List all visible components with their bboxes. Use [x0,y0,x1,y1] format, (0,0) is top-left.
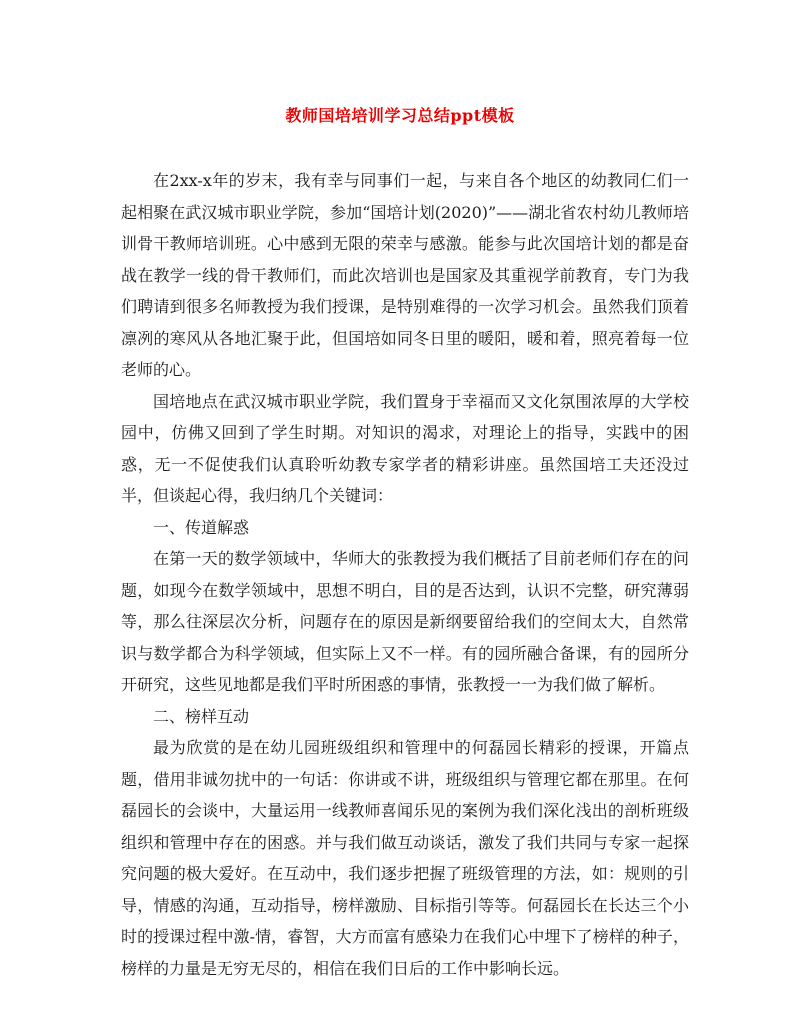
paragraph-section-2: 最为欣赏的是在幼儿园班级组织和管理中的何磊园长精彩的授课，开篇点题，借用非诚勿扰中的一句话：你讲或不讲，班级组织与管理它都在那里。在何磊园长的会谈中，大量运用一线教师喜闻乐见的案例为我们深化浅出的剖析班级组织和管理中存在的困惑。并与我们做互动谈话，激发了我们共同与专家一起探究问题的极大爱好。在互动中，我们逐步把握了班级管理的方法，如：规则的引导，情感的沟通，互动指导，榜样激励、目标指引等等。何磊园长在长达三个小时的授课过程中激-情，睿智，大方而富有感染力在我们心中埋下了榜样的种子，榜样的力量是无穷无尽的，相信在我们日后的工作中影响长远。 [121,738,689,978]
document-title: 教师国培培训学习总结ppt模板 [285,106,515,125]
section-heading-1: 一、传道解惑 [153,517,250,537]
paragraph-intro: 在2xx-x年的岁末，我有幸与同事们一起，与来自各个地区的幼教同仁们一起相聚在武汉城市职业学院，参加“国培计划(2020)”——湖北省农村幼儿教师培训骨干教师培训班。心中感到无限的荣幸与感激。能参与此次国培计划的都是奋战在教学一线的骨干教师们，而此次培训也是国家及其重视学前教育，专门为我们聘请到很多名师教授为我们授课，是特别难得的一次学习机会。虽然我们顶着凛冽的寒风从各地汇聚于此，但国培如同冬日里的暖阳，暖和着，照亮着每一位老师的心。 [121,171,689,379]
paragraph-location: 国培地点在武汉城市职业学院，我们置身于幸福而又文化氛围浓厚的大学校园中，仿佛又回到了学生时期。对知识的渴求，对理论上的指导，实践中的困惑，无一不促使我们认真聆听幼教专家学者的精彩讲座。虽然国培工夫还没过半，但谈起心得，我归纳几个关键词： [121,391,689,505]
document-body [121,165,689,984]
paragraph-section-1: 在第一天的数学领域中，华师大的张教授为我们概括了目前老师们存在的问题，如现今在数学领域中，思想不明白，目的是否达到，认识不完整，研究薄弱等，那么往深层次分析，问题存在的原因是新纲要留给我们的空间太大，自然常识与数学都合为科学领域，但实际上又不一样。有的园所融合备课，有的园所分开研究，这些见地都是我们平时所困惑的事情，张教授一一为我们做了解析。 [121,549,689,694]
section-heading-2: 二、榜样互动 [153,706,250,726]
